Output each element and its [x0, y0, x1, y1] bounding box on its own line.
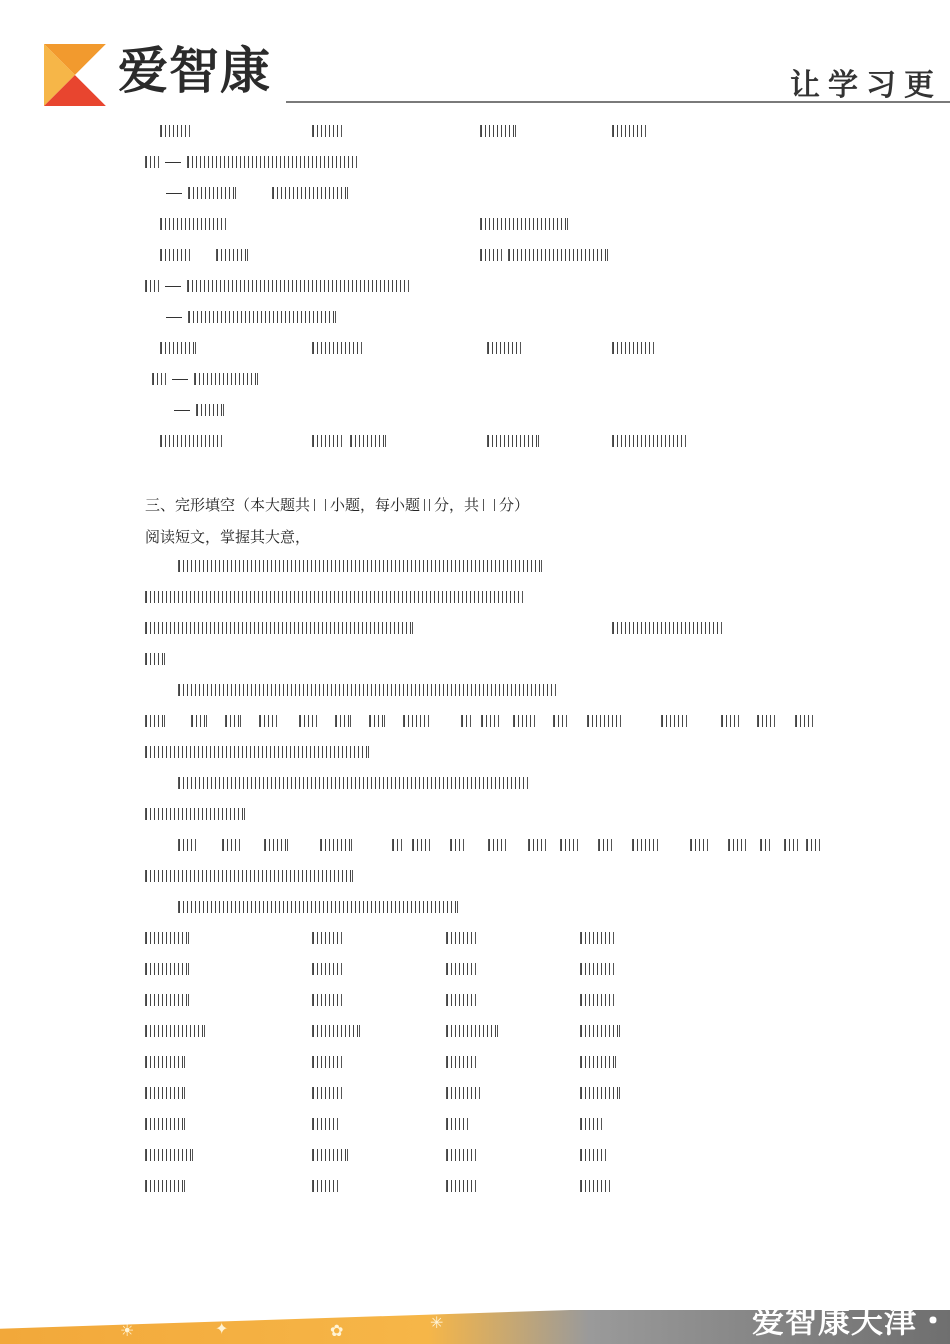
garbled-line [446, 931, 476, 945]
garbled-line [145, 155, 357, 169]
garbled-line [480, 124, 516, 138]
garbled-line [612, 621, 722, 635]
garbled-line [312, 434, 386, 448]
page-header [0, 0, 950, 110]
garbled-line [580, 1024, 620, 1038]
garbled-line [446, 1179, 476, 1193]
aizhikang-logo-icon [44, 44, 106, 106]
section-title-mid2: 分，共 [434, 496, 480, 514]
garbled-line [145, 931, 189, 945]
garbled-line [312, 1055, 342, 1069]
garbled-line [145, 1117, 185, 1131]
garbled-line [160, 434, 222, 448]
garbled-line [145, 1179, 185, 1193]
garbled-line [145, 621, 413, 635]
garbled-line [145, 807, 245, 821]
garbled-line [160, 124, 190, 138]
garbled-line [487, 434, 539, 448]
garbled-line [580, 1148, 606, 1162]
garbled-line [446, 1086, 480, 1100]
garbled-line [312, 1148, 348, 1162]
footer-brand-text: 爱智康天津・ [751, 1302, 950, 1340]
garbled-line [178, 900, 458, 914]
garbled-line [487, 341, 521, 355]
garbled-line [145, 1086, 185, 1100]
blank-total [483, 499, 495, 511]
garbled-line [446, 1117, 468, 1131]
section-title-suffix: 分） [499, 496, 530, 514]
garbled-line [580, 962, 614, 976]
garbled-line [145, 1148, 193, 1162]
logo-text: 爱智康 [118, 42, 271, 100]
garbled-line [178, 683, 556, 697]
garbled-line [312, 341, 362, 355]
garbled-line [145, 714, 813, 728]
garbled-line [446, 1148, 476, 1162]
section-title [145, 494, 529, 515]
section-title-mid1: 小题，每小题 [330, 496, 421, 514]
garbled-line [446, 1055, 476, 1069]
garbled-line [480, 248, 608, 262]
sun-star-decor-icon: ✿ [330, 1321, 344, 1340]
garbled-line [312, 1117, 338, 1131]
garbled-line [580, 931, 614, 945]
garbled-line [446, 962, 476, 976]
garbled-line [312, 1179, 338, 1193]
garbled-line [178, 559, 542, 573]
garbled-line [480, 217, 568, 231]
garbled-line [580, 993, 614, 1007]
garbled-line [145, 745, 369, 759]
garbled-line [145, 869, 353, 883]
garbled-line [145, 993, 189, 1007]
garbled-line [145, 652, 165, 666]
blank-score [424, 499, 430, 511]
garbled-line [446, 1024, 498, 1038]
garbled-line [612, 124, 646, 138]
garbled-line [160, 217, 226, 231]
garbled-line [580, 1117, 602, 1131]
garbled-line [312, 962, 342, 976]
garbled-line [168, 403, 224, 417]
garbled-line [612, 341, 654, 355]
garbled-line [312, 1086, 342, 1100]
garbled-line [145, 1055, 185, 1069]
garbled-line [612, 434, 686, 448]
garbled-line [580, 1179, 610, 1193]
garbled-line [145, 1024, 205, 1038]
garbled-line [160, 310, 336, 324]
garbled-line [145, 279, 409, 293]
header-slogan: 让学习更 [790, 68, 942, 103]
garbled-line [178, 838, 820, 852]
garbled-line [160, 341, 196, 355]
garbled-line [312, 1024, 360, 1038]
blank-count [314, 499, 326, 511]
garbled-line [580, 1086, 620, 1100]
sun-star-decor-icon: ✦ [215, 1319, 229, 1338]
garbled-line [160, 186, 348, 200]
sun-star-decor-icon: ✳ [430, 1313, 444, 1332]
garbled-line [312, 931, 342, 945]
garbled-line [580, 1055, 616, 1069]
garbled-line [446, 993, 476, 1007]
section-title-prefix: 三、完形填空（本大题共 [145, 496, 311, 514]
section-instruction: 阅读短文，掌握其大意， [145, 528, 311, 546]
garbled-line [312, 124, 342, 138]
garbled-line [312, 993, 342, 1007]
garbled-line [152, 372, 258, 386]
sun-star-decor-icon: ☀ [120, 1321, 135, 1340]
garbled-line [145, 590, 523, 604]
garbled-line [160, 248, 248, 262]
garbled-line [178, 776, 528, 790]
garbled-line [145, 962, 189, 976]
page-footer [0, 1290, 950, 1344]
